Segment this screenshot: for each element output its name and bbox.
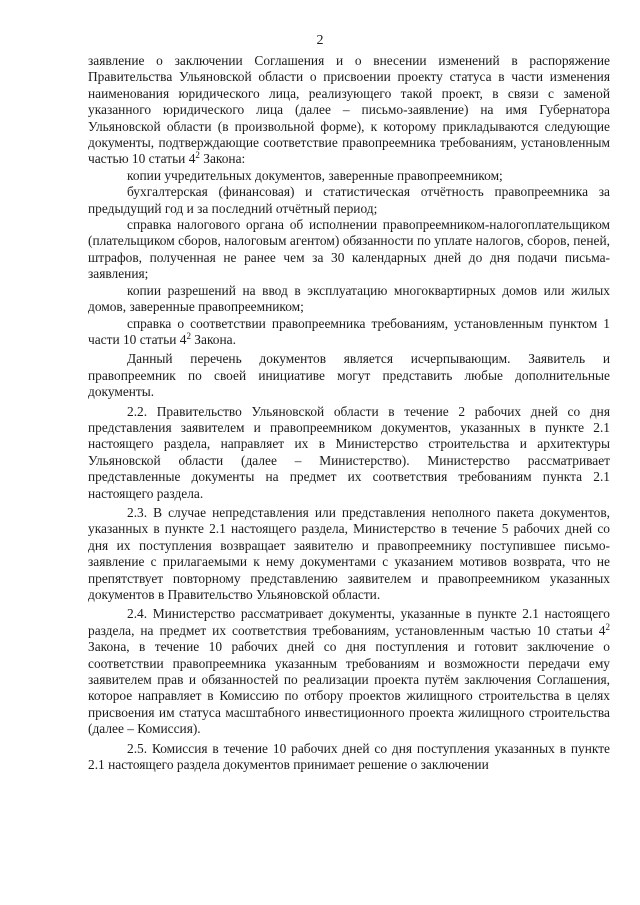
paragraph-section-2-2: 2.2. Правительство Ульяновской области в течение 2 рабочих дней со дня представления заявителем и правопреемником документов, указанных в пункте 2.1 настоящего раздела, направляет их в Министерство строительства и архитектуры Ульяновской области (далее – Министерство). Министерство рассматривает представленные документы на предмет их соответствия требованиям пункта 2.1 настоящего раздела.: [88, 403, 610, 501]
list-item-founding-documents: копии учредительных документов, заверенные правопреемником;: [127, 167, 503, 183]
paragraph-exhaustive-list: Данный перечень документов является исчерпывающим. Заявитель и правопреемник по своей инициативе могут представить любые дополнительные документы.: [88, 351, 610, 400]
list-item-financial-statements: бухгалтерская (финансовая) и статистическая отчётность правопреемника за предыдущий год и за последний отчётный период;: [88, 184, 610, 216]
page-number: 2: [316, 33, 324, 48]
superscript: 2: [186, 330, 191, 341]
document-body: [88, 53, 610, 773]
paragraph-section-2-5: 2.5. Комиссия в течение 10 рабочих дней со дня поступления указанных в пункте 2.1 настоящего раздела документов принимает решение о заключении: [88, 740, 610, 773]
superscript: 2: [195, 150, 200, 161]
list-item-compliance-certificate: справка о соответствии правопреемника требованиям, установленным пунктом 1 части 10 статьи $4^2$ Закона.: [88, 315, 610, 347]
superscript: 2: [605, 621, 610, 632]
paragraph-application-intro: заявление о заключении Соглашения и о внесении изменений в распоряжение Правительства Ульяновской области о присвоении проекту статуса в части изменения наименования юридического лица, реализующего такой проект, в связи с заменой указанного юридического лица (далее – письмо-заявление) на имя Губернатора Ульяновской области (в произвольной форме), к которому прикладываются следующие документы, подтверждающие соответствие правопреемника требованиям, установленным частью 10 статьи $4^2$ Закона:: [88, 53, 610, 167]
list-item-commissioning-permits: копии разрешений на ввод в эксплуатацию многоквартирных домов или жилых домов, заверенные правопреемником;: [88, 282, 610, 315]
list-item-tax-certificate: справка налогового органа об исполнении правопреемником-налогоплательщиком (плательщиком сборов, налоговым агентом) обязанности по уплате налогов, сборов, пеней, штрафов, полученная не ранее чем за 30 календарных дней до дня подачи письма-заявления;: [88, 217, 610, 282]
paragraph-section-2-3: 2.3. В случае непредставления или представления неполного пакета документов, указанных в пункте 2.1 настоящего раздела, Министерство в течение 5 рабочих дней со дня их поступления возвращает заявителю и правопреемнику поступившее письмо-заявление с прилагаемыми к нему документами с указанием мотивов возврата, что не препятствует повторному представлению заявителем и правопреемником указанных документов в Правительство Ульяновской области.: [88, 504, 610, 602]
paragraph-section-2-4: 2.4. Министерство рассматривает документы, указанные в пункте 2.1 настоящего раздела, на предмет их соответствия требованиям, установленным частью 10 статьи $4^2$ Закона, в течение 10 рабочих дней со дня поступления и готовит заключение о соответствии правопреемника указанным требованиям и возможности передачи ему заявителем прав и обязанностей по реализации проекта путём заключения Соглашения, которое направляет в Комиссию по отбору проектов жилищного строительства в целях присвоения им статуса масштабного инвестиционного проекта жилищного строительства (далее – Комиссия).: [88, 606, 610, 737]
